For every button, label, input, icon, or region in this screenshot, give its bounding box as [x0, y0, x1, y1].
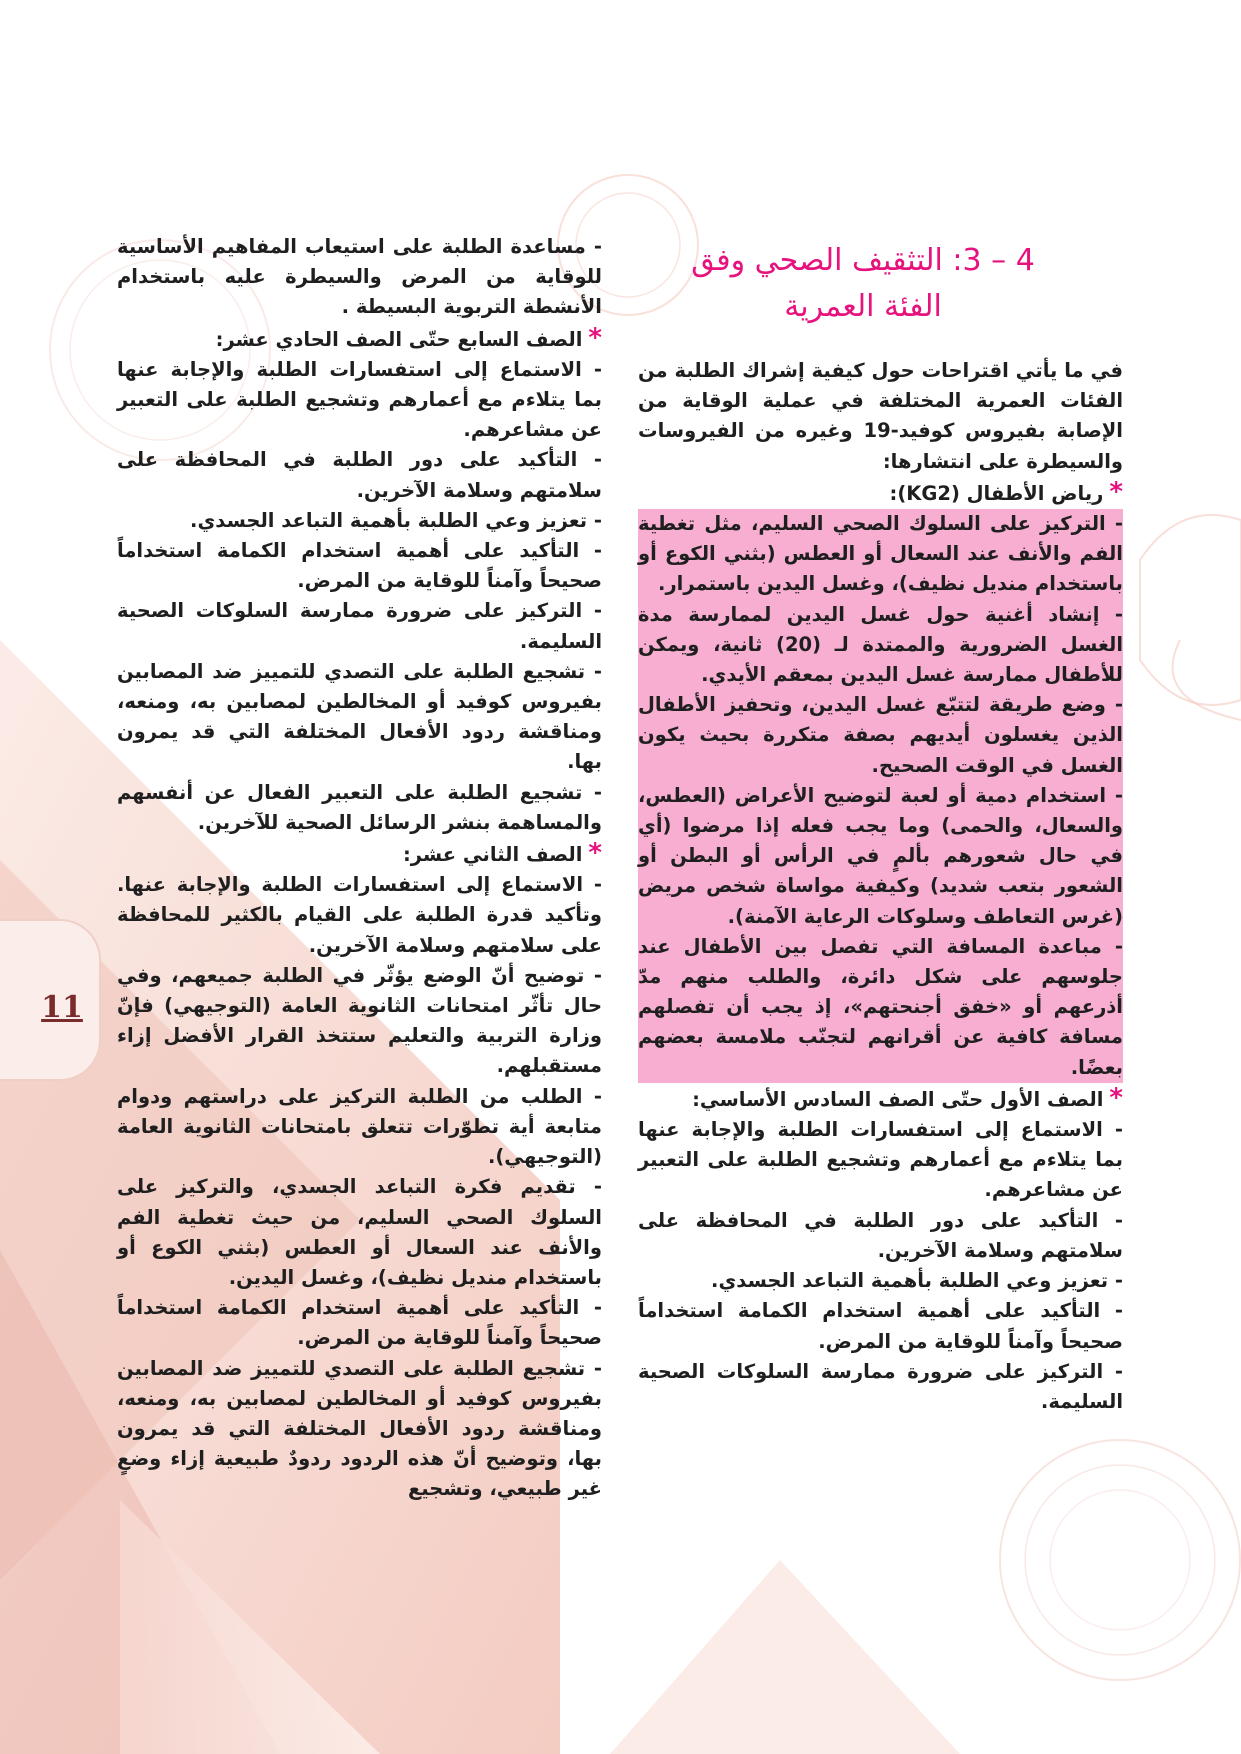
list-item: - توضيح أنّ الوضع يؤثّر في الطلبة جميعهم، وفي حال تأثّر امتحانات الثانوية العامة (التوجيهي) فإنّ وزارة التربية والتعليم ستتخذ القرار الأفضل إزاء مستقبلهم.	[117, 963, 602, 1078]
section-title-line-1: 4 – 3: التثقيف الصحي وفق	[691, 243, 1035, 278]
grades-1-6-heading-text: الصف الأول حتّى الصف السادس الأساسي:	[692, 1087, 1104, 1111]
list-item: - تشجيع الطلبة على التعبير الفعال عن أنفسهم والمساهمة بنشر الرسائل الصحية للآخرين.	[117, 780, 602, 834]
intro-paragraph: في ما يأتي اقتراحات حول كيفية إشراك الطلبة من الفئات العمرية المختلفة في عملية الوقاية من الإصابة بفيروس كوفيد-19 وغيره من الفيروسات والسيطرة على انتشارها:	[638, 359, 1123, 473]
kg-highlight-block	[638, 509, 1123, 1083]
left-intro-item: - مساعدة الطلبة على استيعاب المفاهيم الأساسية للوقاية من المرض والسيطرة عليه باستخدام الأنشطة التربوية البسيطة .	[117, 235, 602, 319]
kg-heading-text: رياض الأطفال (KG2):	[889, 481, 1104, 505]
list-item: - التأكيد على دور الطلبة في المحافظة على سلامتهم وسلامة الآخرين.	[638, 1208, 1123, 1262]
list-item: - تعزيز وعي الطلبة بأهمية التباعد الجسدي.	[190, 508, 602, 532]
grades-1-6-heading	[638, 1083, 1123, 1115]
asterisk-icon: *	[588, 322, 602, 353]
page-number: 11	[41, 990, 83, 1025]
list-item: - الاستماع إلى استفسارات الطلبة والإجابة عنها بما يتلاءم مع أعمارهم وتشجيع الطلبة على التعبير عن مشاعرهم.	[638, 1118, 1123, 1202]
list-item: - التأكيد على أهمية استخدام الكمامة استخداماً صحيحاً وآمناً للوقاية من المرض.	[117, 1296, 602, 1350]
list-item: - الطلب من الطلبة التركيز على دراستهم ودوام متابعة أية تطوّرات تتعلق بامتحانات الثانوية العامة (التوجيهي).	[117, 1084, 602, 1169]
asterisk-icon: *	[1109, 1082, 1123, 1113]
list-item: - التأكيد على أهمية استخدام الكمامة استخداماً صحيحاً وآمناً للوقاية من المرض.	[117, 539, 602, 593]
asterisk-icon: *	[588, 838, 602, 869]
right-column	[638, 232, 1123, 1417]
list-item: - وضع طريقة لتتبّع غسل اليدين، وتحفيز الأطفال الذين يغسلون أيديهم بصفة متكررة بحيث يكون الغسل في الوقت الصحيح.	[638, 693, 1123, 777]
kg-heading	[638, 477, 1123, 509]
section-title-line-2: الفئة العمرية	[784, 289, 942, 324]
list-item: - الاستماع إلى استفسارات الطلبة والإجابة عنها. وتأكيد قدرة الطلبة على القيام بالكثير للمحافظة على سلامتهم وسلامة الآخرين.	[117, 873, 602, 957]
list-item: - التأكيد على أهمية استخدام الكمامة استخداماً صحيحاً وآمناً للوقاية من المرض.	[638, 1299, 1123, 1353]
asterisk-icon: *	[1109, 476, 1123, 507]
list-item: - مباعدة المسافة التي تفصل بين الأطفال عند جلوسهم على شكل دائرة، والطلب منهم مدّ أذرعهم أو «خفق أجنحتهم»، إذ يجب أن تفصلهم مسافة كافية عن أقرانهم لتجنّب ملامسة بعضهم بعضًا.	[638, 934, 1123, 1079]
left-column	[117, 232, 602, 1505]
list-item: - التركيز على ضرورة ممارسة السلوكات الصحية السليمة.	[117, 599, 602, 653]
list-item: - إنشاد أغنية حول غسل اليدين لممارسة مدة الغسل الضرورية والممتدة لـ (20) ثانية، ويمكن للأطفال ممارسة غسل اليدين بمعقم الأيدي.	[638, 602, 1123, 687]
list-item: - تشجيع الطلبة على التصدي للتمييز ضد المصابين بفيروس كوفيد أو المخالطين لمصابين به، ومنعه، ومناقشة ردود الأفعال المختلفة التي قد يمرون بها، وتوضيح أنّ هذه الردود ردودٌ طبيعية إزاء وضعٍ غير طبيعي، وتشجيع	[117, 1356, 602, 1501]
grade-12-heading	[117, 838, 602, 870]
list-item: - استخدام دمية أو لعبة لتوضيح الأعراض (العطس، والسعال، والحمى) وما يجب فعله إذا مرضوا (أي في حال شعورهم بألمٍ في الرأس أو البطن أو الشعور بتعب شديد) وكيفية مواساة شخص مريض (غرس التعاطف وسلوكات الرعاية الآمنة).	[638, 783, 1123, 928]
list-item: - الاستماع إلى استفسارات الطلبة والإجابة عنها بما يتلاءم مع أعمارهم وتشجيع الطلبة على التعبير عن مشاعرهم.	[117, 357, 602, 442]
list-item: - تعزيز وعي الطلبة بأهمية التباعد الجسدي.	[711, 1269, 1123, 1293]
list-item: - التركيز على ضرورة ممارسة السلوكات الصحية السليمة.	[638, 1359, 1123, 1413]
grades-7-11-heading	[117, 323, 602, 355]
list-item: - التأكيد على دور الطلبة في المحافظة على سلامتهم وسلامة الآخرين.	[117, 448, 602, 502]
list-item: - تشجيع الطلبة على التصدي للتمييز ضد المصابين بفيروس كوفيد أو المخالطين لمصابين به، ومنعه، ومناقشة ردود الأفعال المختلفة التي قد يمرون بها.	[117, 659, 602, 774]
grade-12-heading-text: الصف الثاني عشر:	[402, 843, 583, 867]
grades-7-11-heading-text: الصف السابع حتّى الصف الحادي عشر:	[215, 327, 583, 351]
list-item: - التركيز على السلوك الصحي السليم، مثل تغطية الفم والأنف عند السعال أو العطس (بثني الكوع أو باستخدام منديل نظيف)، وغسل اليدين باستمرار.	[638, 512, 1123, 596]
list-item: - تقديم فكرة التباعد الجسدي، والتركيز على السلوك الصحي السليم، من حيث تغطية الفم والأنف عند السعال أو العطس (بثني الكوع أو باستخدام منديل نظيف)، وغسل اليدين.	[117, 1175, 602, 1289]
